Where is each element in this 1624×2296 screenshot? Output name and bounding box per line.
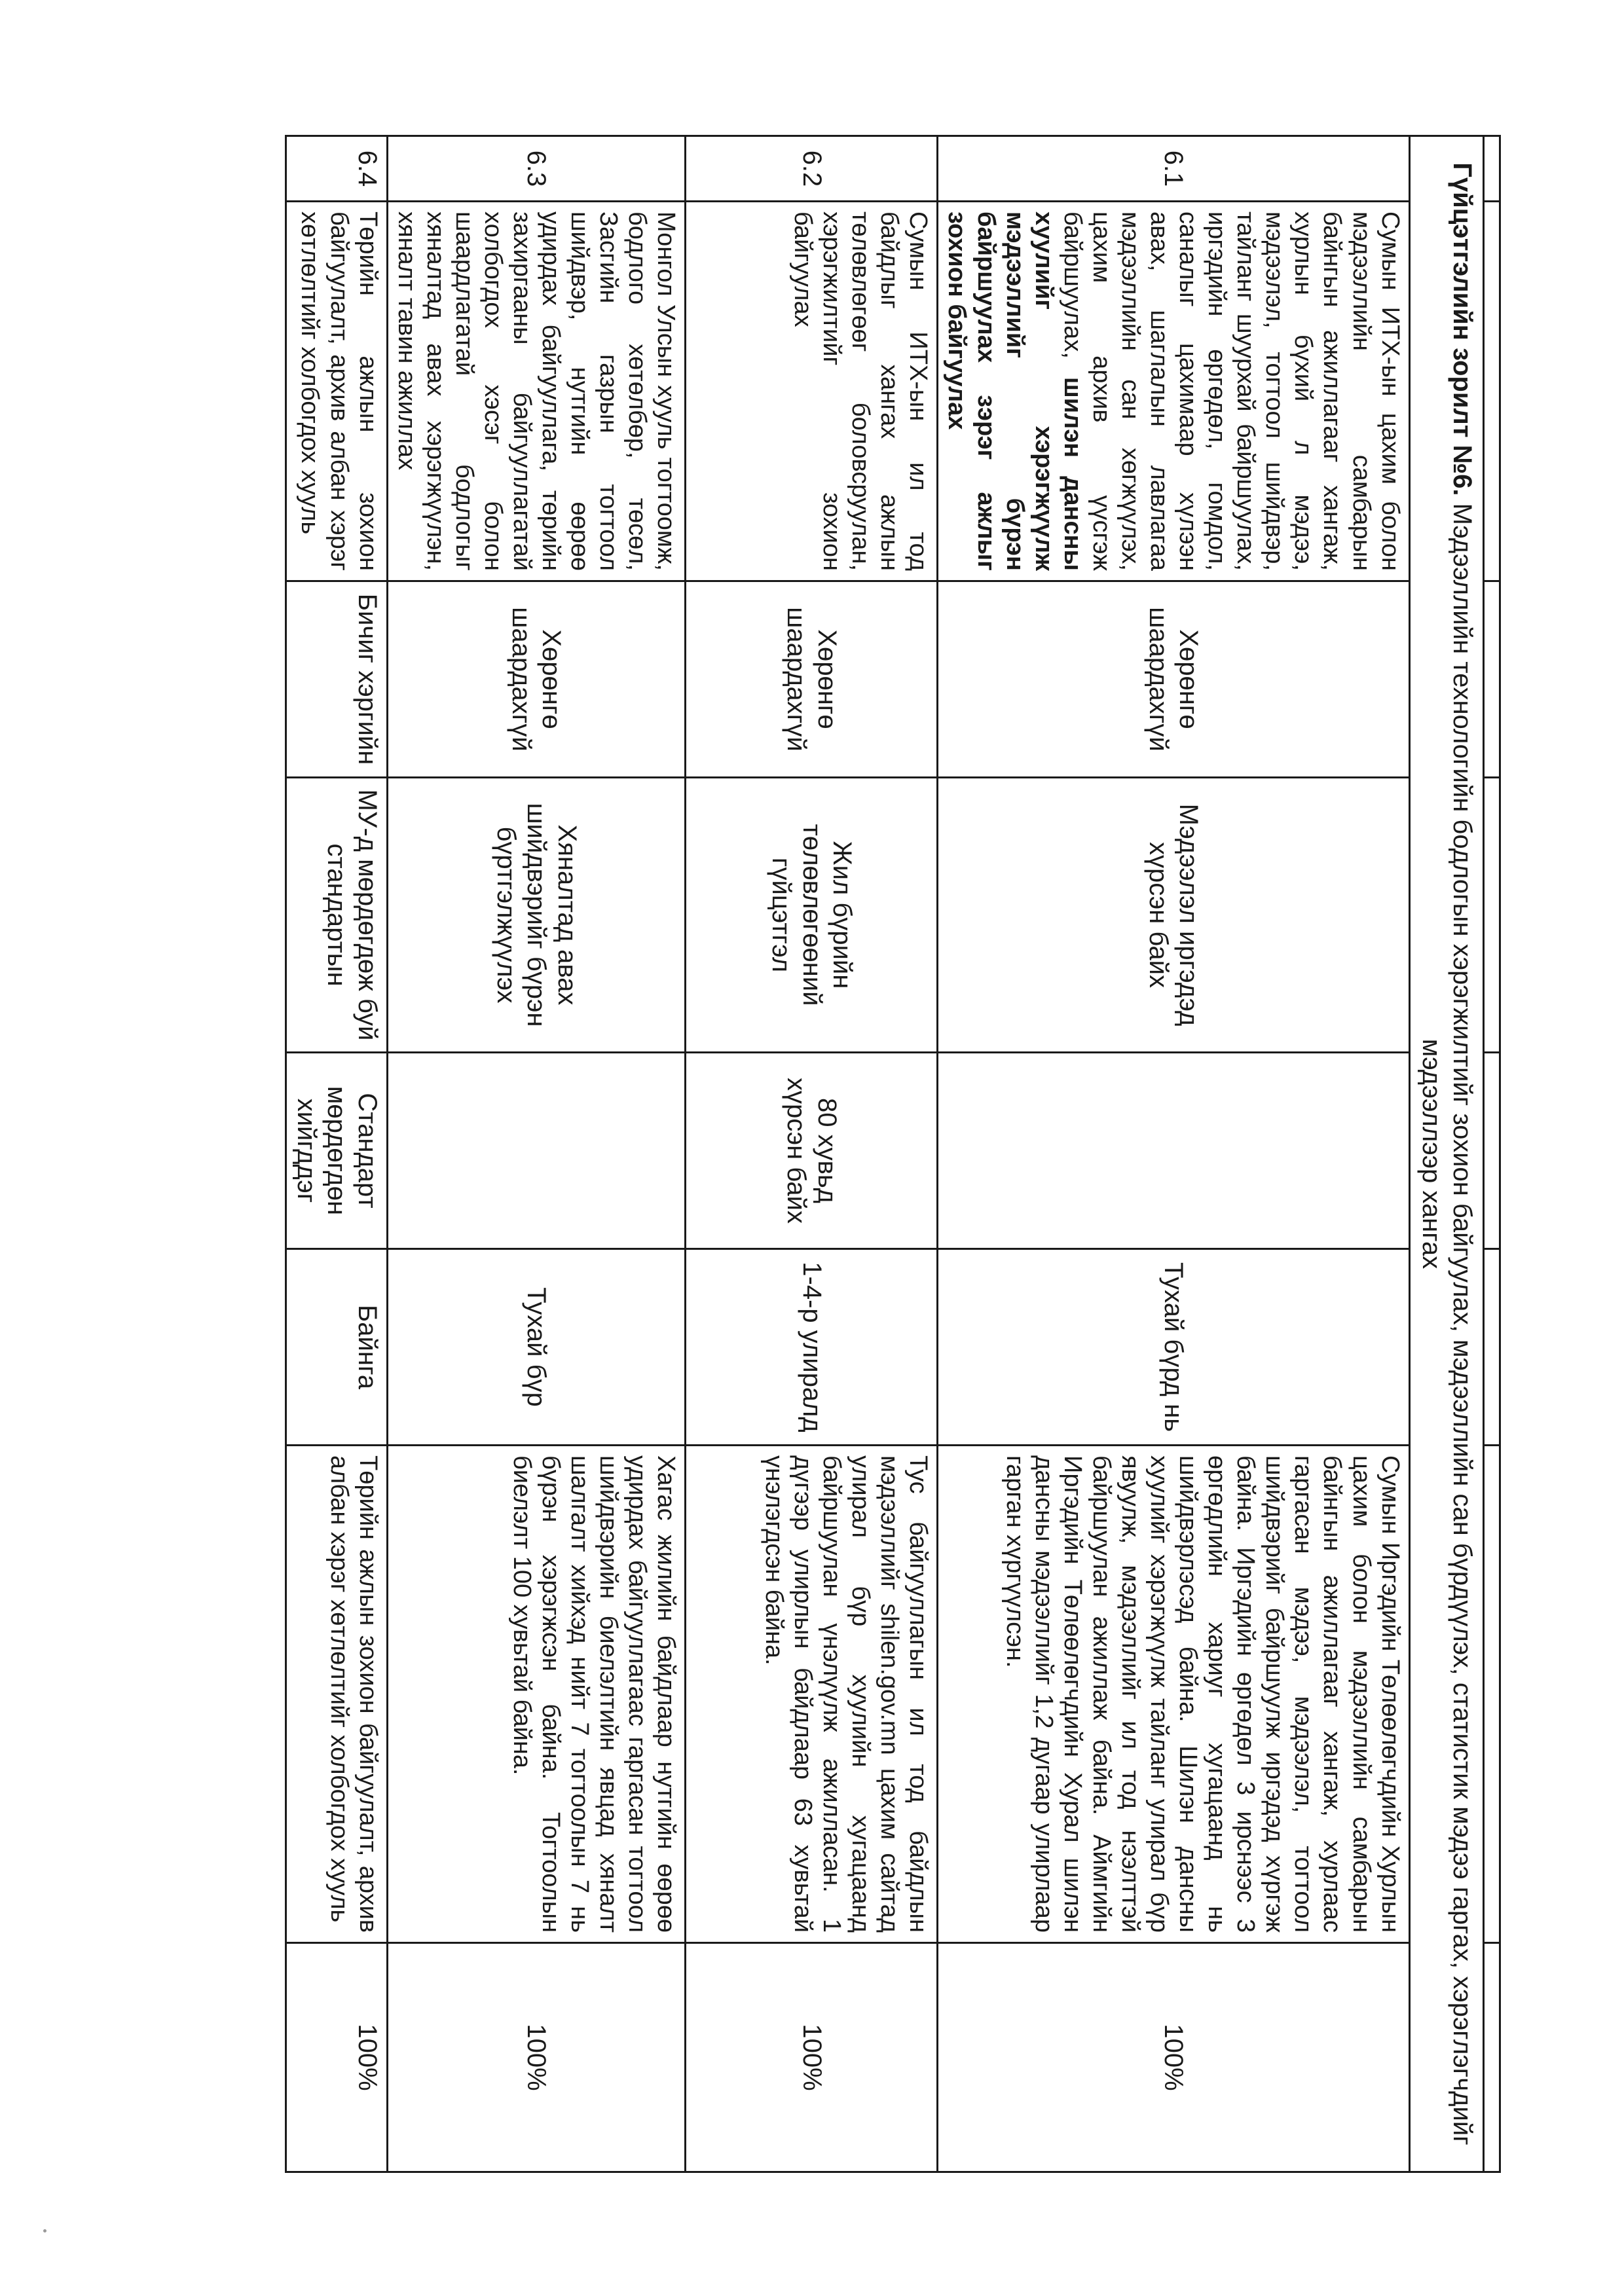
cost-cell: Хөрөнгө шаардахгүй	[686, 581, 938, 778]
measure-cell: Жил бүрийн төлөвлөгөөний гүйцэтгэл	[686, 778, 938, 1053]
rotated-table-page	[139, 135, 1501, 2171]
table-row	[387, 136, 686, 2172]
goal-text: Мэдээллийн технологийн бодлогын хэрэгжилтийг зохион байгуулах, мэдээллийн сан бүрдүүлэх, статистик мэдээ гаргах, хэрэглэгчдийг мэдээллээр хангах	[1416, 496, 1477, 2145]
percent-cell: 100%	[686, 1943, 938, 2172]
task-text: Сумын ИТХ-ын цахим болон мэдээллийн самбарын байнгын ажиллагааг хангаж, хурлын бүхий л мэдээ, мэдээлэл, тогтоол шийдвэр, тайланг шуурхай байршуулах, иргэдийн өргөдөл, гомдол, саналыг цахимаар хүлээн авах, шаглалын лавлагаа мэдээллийн сан хөгжүүлэх, цахим архив үүсгэж байршуулах,	[1058, 211, 1404, 571]
progress-cell: Төрийн ажлын зохион байгуулалт, архив албан хэрэг хөтлөлтийг холбогдох хууль	[286, 1446, 387, 1943]
goal-table	[285, 135, 1501, 2173]
task-cell: Монгол Улсын хууль тогтоомж, бодлого хөтөлбөр, төсөл, Засгийн газрын тогтоол шийдвэр, нутгийн өөрөө удирдах байгууллага, төрийн захиргааны байгууллагатай холбогдох хэсэг болон шаардлагатай бодлогыг хяналтад авах хэрэгжүүлэн, хяналт тавин ажиллах	[387, 202, 686, 581]
table-top-line	[1484, 136, 1500, 2172]
progress-cell: Сумын Иргэдийн Төлөөлөгчдийн Хурлын цахим болон мэдээллийн самбарын байнгын ажиллагааг хангаж, хурлаас гаргасан мэдээ, мэдээлэл, тогтоол шийдвэрийг байршуулж иргэдэд хүргэж байна. Иргэдийн өргөдөл 3 ирснээс 3 өргөдлийн хариуг хугацаанд нь шийдвэрлэсэд байна. Шилэн дансны хуулийг хэрэгжүүлж тайланг улирал бүр явуулж, мэдээллийг ил тод нээлттэй байршуулан ажиллаж байна. Аймгийн Иргэдийн Төлөөлөгчдийн Хурал шилэн дансны мэдээллийг 1,2 дугаар улирлаар гарган хүргүүлсэн.	[938, 1446, 1409, 1943]
percent-cell: 100%	[286, 1943, 387, 2172]
progress-cell: Тус байгууллагын ил тод байдлын мэдээллийг shilen.gov.mn цахим сайтад улирал бүр хуулийн хугацаанд байршуулан үнэлүүлж ажилласан. 1 дүгээр улирлын байдлаар 63 хувьтай үнэлэгдсэн байна.	[686, 1446, 938, 1943]
level-cell	[938, 1053, 1409, 1249]
table-row	[938, 136, 1409, 2172]
measure-cell: МУ-д мөрдөгдөж буй стандартын	[286, 778, 387, 1053]
task-cell: Сумын ИТХ-ын ил тод байдлыг хангах ажлын төлөвлөгөөг боловсруулан, хэрэгжилтийг зохион байгуулах	[686, 202, 938, 581]
level-cell: Стандарт мөрдөгдөн хийгддэг	[286, 1053, 387, 1249]
row-number: 6.2	[686, 136, 938, 202]
row-number: 6.4	[286, 136, 387, 202]
cost-cell: Хөрөнгө шаардахгүй	[938, 581, 1409, 778]
deadline-cell: 1-4-р улиралд	[686, 1249, 938, 1446]
scan-dot	[43, 2229, 46, 2232]
percent-cell: 100%	[938, 1943, 1409, 2172]
cost-cell: Хөрөнгө шаардахгүй	[387, 581, 686, 778]
level-cell	[387, 1053, 686, 1249]
table-row	[686, 136, 938, 2172]
progress-cell: Хагас жилийн байдлаар нутгийн өөрөө удирдах байгууллагаас гаргасан тогтоол шийдвэрийн биелэлтийн явцад хяналт шалгалт хийхэд нийт 7 тогтоолын 7 нь бүрэн хэрэгжсэн байна. Тогтоолын биелэлт 100 хувьтай байна.	[387, 1446, 686, 1943]
percent-cell: 100%	[387, 1943, 686, 2172]
deadline-cell: Тухай бүрд нь	[938, 1249, 1409, 1446]
goal-header-row	[1409, 136, 1483, 2172]
task-cell: Төрийн ажлын зохион байгуулалт, архив албан хэрэг хөтлөлтийг холбогдох хууль	[286, 202, 387, 581]
deadline-cell: Тухай бүр	[387, 1249, 686, 1446]
task-cell	[938, 202, 1409, 581]
goal-header	[1409, 136, 1483, 2172]
goal-label: Гүйцэтгэлийн зорилт №6.	[1448, 162, 1477, 496]
cost-cell: Бичиг хэргийн	[286, 581, 387, 778]
deadline-cell: Байнга	[286, 1249, 387, 1446]
row-number: 6.1	[938, 136, 1409, 202]
measure-cell: Мэдээлэл иргэдэд хүрсэн байх	[938, 778, 1409, 1053]
table-row	[286, 136, 387, 2172]
task-text-bold: шилэн дансны хуулийг хэрэгжүүлж мэдээллийг бүрэн байршуулах зэрэг ажлыг зохион байгуулах	[943, 211, 1086, 571]
measure-cell: Хяналтад авах шийдвэрийг бүрэн бүртгэлжүүлэх	[387, 778, 686, 1053]
row-number: 6.3	[387, 136, 686, 202]
level-cell: 80 хувьд хүрсэн байх	[686, 1053, 938, 1249]
